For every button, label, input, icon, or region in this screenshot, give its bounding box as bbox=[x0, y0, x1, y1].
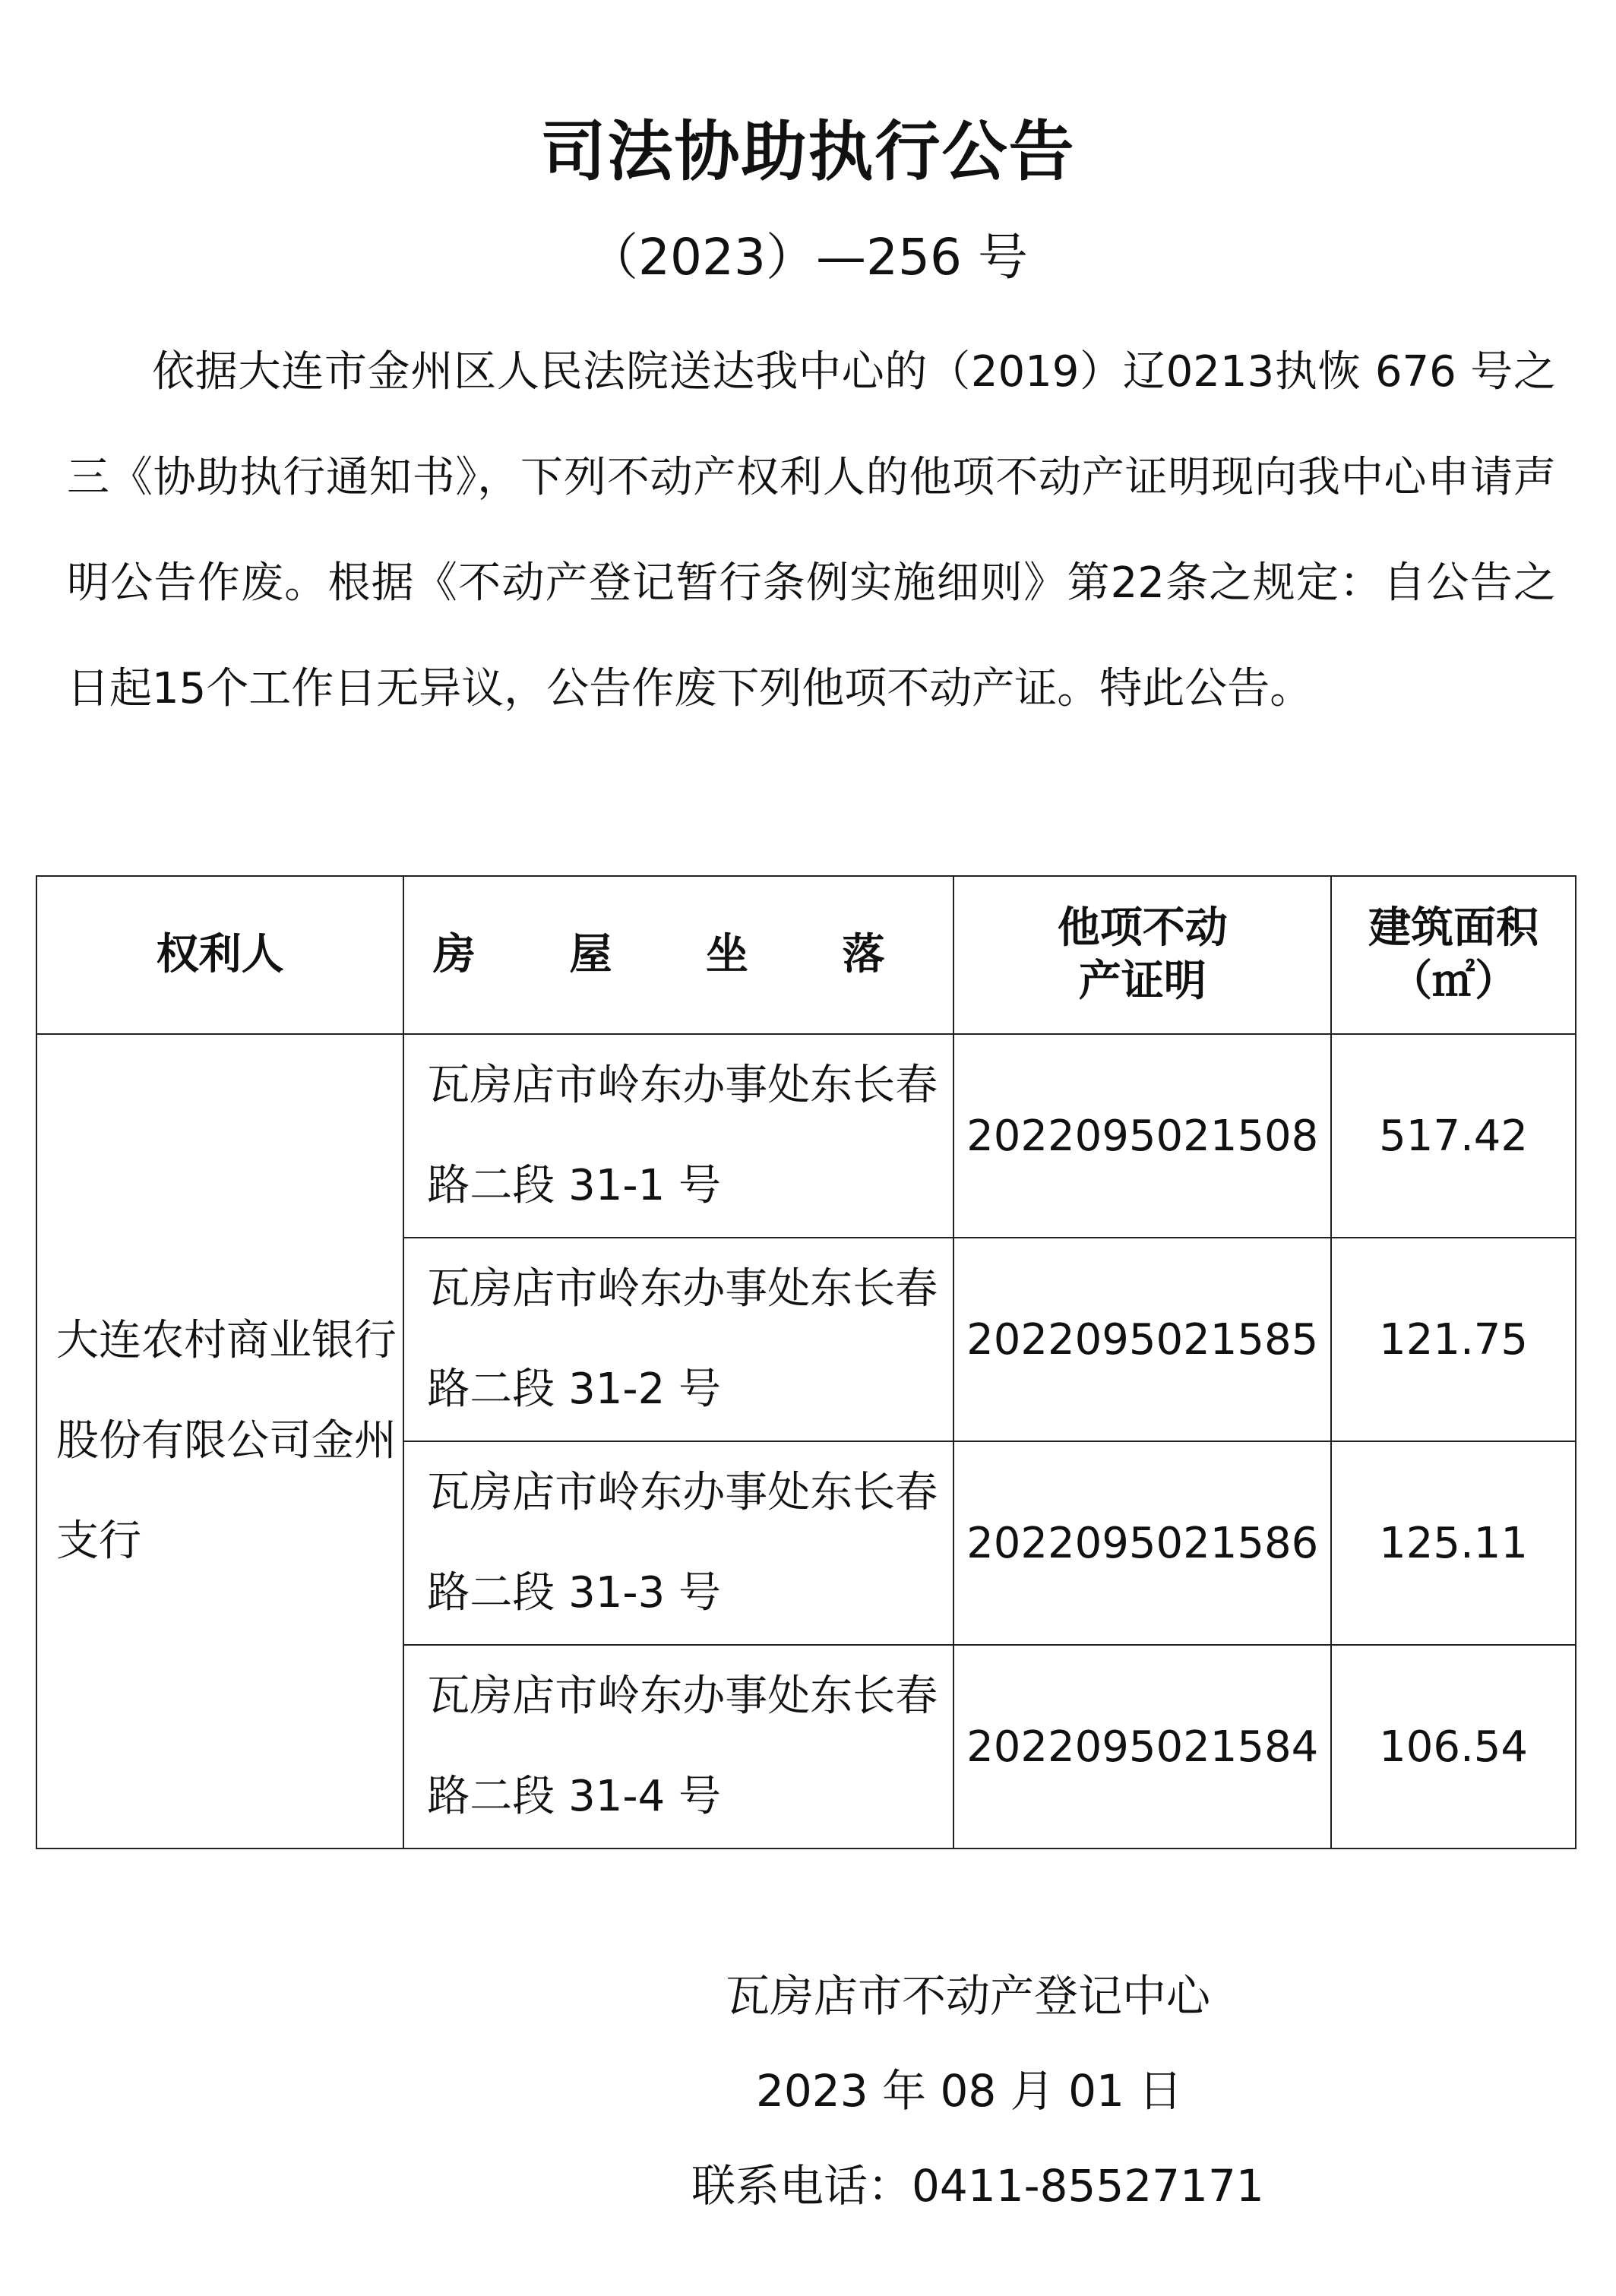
location-cell: 瓦房店市岭东办事处东长春路二段 31-3 号 bbox=[403, 1441, 953, 1645]
issue-date: 2023 年 08 月 01 日 bbox=[756, 2065, 1183, 2117]
issuer-name: 瓦房店市不动产登记中心 bbox=[726, 1970, 1211, 2022]
area-cell: 517.42 bbox=[1331, 1034, 1576, 1238]
notice-body: 依据大连市金州区人民法院送达我中心的（2019）辽0213执恢 676 号之三《协助执行通知书》，下列不动产权利人的他项不动产证明现向我中心申请声明公告作废。根据《不动产登记暂行条例实施细则》第22条之规定：自公告之日起15个工作日无异议，公告作废下列他项不动产证。特此公告。 bbox=[67, 347, 1556, 713]
notice-title: 司法协助执行公告 bbox=[540, 114, 1076, 190]
certificate-cell: 2022095021584 bbox=[953, 1645, 1331, 1849]
header-area-line1: 建筑面积 bbox=[1368, 903, 1539, 953]
certificate-table bbox=[36, 875, 1576, 1849]
location-cell: 瓦房店市岭东办事处东长春路二段 31-1 号 bbox=[403, 1034, 953, 1238]
header-area bbox=[1331, 876, 1576, 1034]
holder-cell: 大连农村商业银行股份有限公司金州支行 bbox=[36, 1034, 403, 1849]
table-header-row bbox=[36, 876, 1576, 1034]
certificate-cell: 2022095021508 bbox=[953, 1034, 1331, 1238]
location-cell: 瓦房店市岭东办事处东长春路二段 31-2 号 bbox=[403, 1238, 953, 1441]
location-cell: 瓦房店市岭东办事处东长春路二段 31-4 号 bbox=[403, 1645, 953, 1849]
header-certificate-line2: 产证明 bbox=[1078, 957, 1206, 1006]
certificate-cell: 2022095021585 bbox=[953, 1238, 1331, 1441]
certificate-cell: 2022095021586 bbox=[953, 1441, 1331, 1645]
header-certificate bbox=[953, 876, 1331, 1034]
contact-phone: 联系电话：0411-85527171 bbox=[691, 2160, 1264, 2212]
area-cell: 121.75 bbox=[1331, 1238, 1576, 1441]
document-number: （2023）—256 号 bbox=[588, 228, 1028, 286]
header-location-label: 房 屋 坐 落 bbox=[433, 930, 925, 979]
header-certificate-line1: 他项不动 bbox=[1057, 903, 1228, 953]
header-area-line2: （㎡） bbox=[1390, 957, 1518, 1006]
header-location bbox=[403, 876, 953, 1034]
table-row bbox=[36, 1034, 1576, 1238]
header-holder: 权利人 bbox=[36, 876, 403, 1034]
area-cell: 106.54 bbox=[1331, 1645, 1576, 1849]
area-cell: 125.11 bbox=[1331, 1441, 1576, 1645]
